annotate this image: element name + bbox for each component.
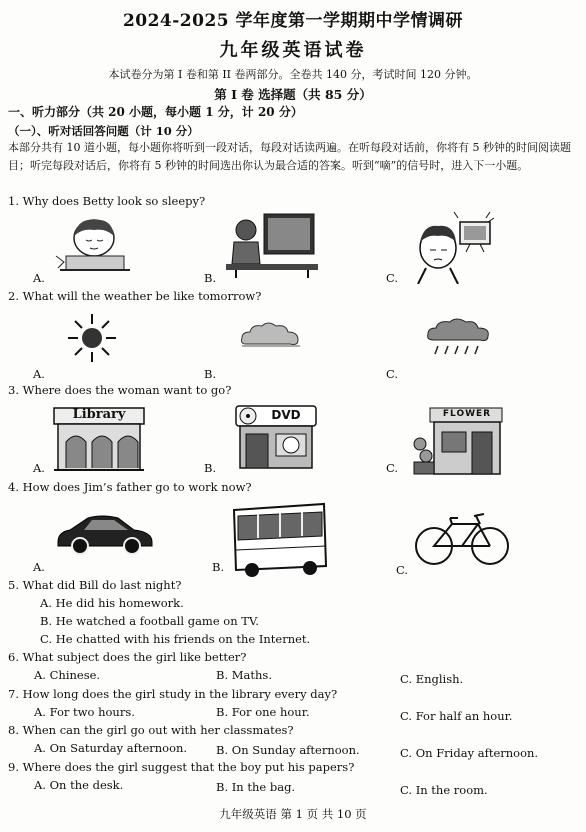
q4-option-b-label: B. — [212, 560, 225, 574]
dvd-sign: DVD — [271, 408, 301, 422]
question-5: 5. What did Bill do last night? — [8, 578, 182, 592]
tired-girl-tv-picture — [408, 208, 500, 284]
exam-title: 2024-2025 学年度第一学期期中学情调研 — [122, 11, 464, 31]
q3-option-c-label: C. — [386, 461, 399, 475]
q3-option-b-label: B. — [204, 461, 217, 475]
q4-option-a-label: A. — [33, 560, 45, 574]
q1-option-a-label: A. — [33, 271, 45, 285]
flower-shop-picture — [412, 404, 506, 476]
library-sign: Library — [72, 407, 126, 422]
instructions-text: 本部分共有 10 道小题，每小题你将听到一段对话，每段对话读两遍。在听每段对话前，你将有 5 秒钟的时间阅读题目；听完每段对话后，你将有 5 秒钟的时间选出你认为最合适的答案。听到“嘀”的信号时，进入下一小题。 — [8, 141, 571, 172]
part-heading: 一、听力部分（共 20 小题，每小题 1 分，计 20 分） — [8, 105, 303, 119]
boy-at-computer-picture — [222, 208, 322, 278]
q9-option-b: B. In the bag. — [216, 780, 296, 794]
q5-option-b: B. He watched a football game on TV. — [40, 614, 259, 628]
rainy-icon — [424, 318, 494, 362]
bicycle-picture — [414, 508, 510, 568]
q7-option-b: B. For one hour. — [216, 705, 310, 719]
question-3: 3. Where does the woman want to go? — [8, 383, 232, 397]
question-6: 6. What subject does the girl like better? — [8, 650, 247, 664]
question-1: 1. Why does Betty look so sleepy? — [8, 194, 206, 208]
question-7: 7. How long does the girl study in the library every day? — [8, 687, 338, 701]
q5-option-a: A. He did his homework. — [40, 596, 184, 610]
q2-option-a-label: A. — [33, 367, 45, 381]
q9-option-c: C. In the room. — [400, 783, 488, 797]
page-footer: 九年级英语 第 1 页 共 10 页 — [219, 807, 367, 821]
q2-option-c-label: C. — [386, 367, 399, 381]
q6-option-a: A. Chinese. — [34, 668, 101, 682]
q3-option-a-label: A. — [33, 461, 45, 475]
q5-option-c: C. He chatted with his friends on the Internet. — [40, 632, 311, 646]
exam-intro: 本试卷分为第 I 卷和第 II 卷两部分。全卷共 140 分，考试时间 120 分钟。 — [108, 68, 478, 81]
q1-option-b-label: B. — [204, 271, 217, 285]
question-9: 9. Where does the girl suggest that the boy put his papers? — [8, 760, 355, 774]
exam-subtitle: 九年级英语试卷 — [219, 40, 367, 61]
q7-option-a: A. For two hours. — [34, 705, 135, 719]
subpart-heading: （一）、听对话回答问题（计 10 分） — [8, 124, 199, 138]
question-8: 8. When can the girl go out with her classmates? — [8, 723, 294, 737]
q1-option-c-label: C. — [386, 271, 399, 285]
q8-option-b: B. On Sunday afternoon. — [216, 743, 360, 757]
sunny-icon — [66, 312, 118, 364]
girl-studying-picture — [50, 212, 140, 278]
library-building-picture — [52, 404, 146, 472]
q4-option-c-label: C. — [396, 563, 409, 577]
section-heading: 第 I 卷 选择题（共 85 分） — [214, 87, 372, 102]
q8-option-a: A. On Saturday afternoon. — [34, 741, 188, 755]
question-4: 4. How does Jim’s father go to work now? — [8, 480, 252, 494]
q8-option-c: C. On Friday afternoon. — [400, 746, 539, 760]
question-2: 2. What will the weather be like tomorrow? — [8, 289, 262, 303]
dvd-shop-picture — [232, 404, 320, 470]
bus-picture — [228, 500, 332, 580]
q2-option-b-label: B. — [204, 367, 217, 381]
flower-sign: FLOWER — [442, 409, 492, 419]
q9-option-a: A. On the desk. — [34, 778, 124, 792]
q7-option-c: C. For half an hour. — [400, 709, 513, 723]
q6-option-b: B. Maths. — [216, 668, 272, 682]
q6-option-c: C. English. — [400, 672, 464, 686]
car-picture — [54, 510, 156, 556]
cloudy-icon — [238, 320, 302, 350]
